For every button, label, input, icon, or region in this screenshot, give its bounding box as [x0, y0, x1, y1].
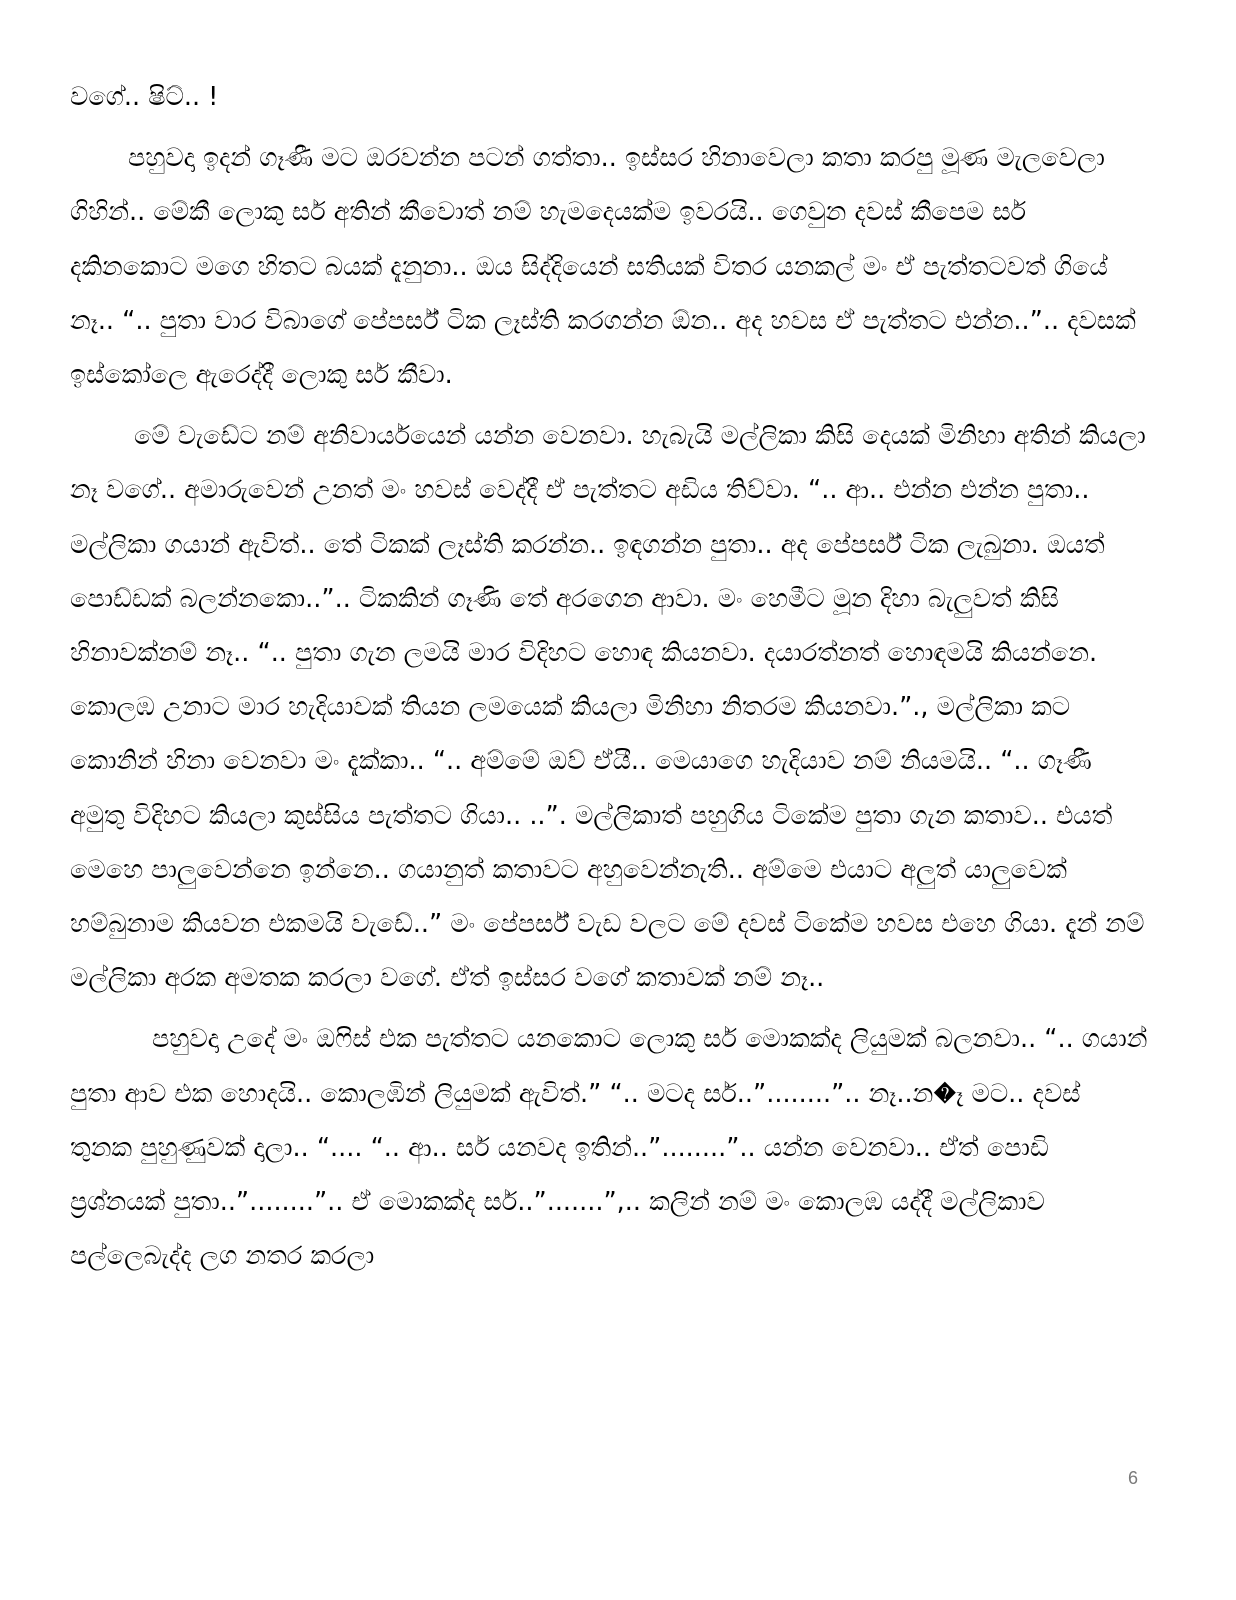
paragraph-1: වගේ.. ෂිට්.. ! [70, 82, 219, 112]
document-body [70, 70, 1150, 1283]
page-number: 6 [1127, 1468, 1138, 1488]
paragraph-4: පහුවදා උදේ මං ඔෆිස් එක පැත්තට යනකොට ලොකු සර් මොකක්ද ලියුමක් බලනවා.. “.. ගයාන් පුතා ආව එක හොදයි.. කොලඹින් ලියුමක් ඇවිත්.” “.. මටද සර්..”........”.. නෑ..න�ෑ මට.. දවස් තුනක පුහුණුවක් දාලා.. “.... “.. ආ.. සර් යනවද ඉතින්..”........”.. යන්න වෙනවා.. ඒත් පොඩි ප්‍රශ්නයක් පුතා..”........”.. ඒ මොකක්ද සර්..”.......”,.. කලින් නම් මං කොලඹ යද්දී මල්ලිකාව පල්ලෙබැද්ද ලග නතර කරලා [70, 1024, 1148, 1272]
paragraph-2: පහුවදා ඉදන් ගෑණී මට ඔරවන්න පටන් ගත්තා.. ඉස්සර හිනාවෙලා කතා කරපු මූණ මැලවෙලා ගිහින්.. මේකී ලොකු සර් අතින් කීවොත් නම් හැමදෙයක්ම ඉවරයි.. ගෙවුන දවස් කීපෙම සර් දකිනකොට මගෙ හිතට බයක් දැනුනා.. ඔය සිද්දියෙන් සතියක් විතර යනකල් මං ඒ පැත්තටවත් ගියේ නෑ.. “.. පුතා වාර විබාගේ පේපර්ස් ටික ලෑස්ති කරගන්න ඕන.. අද හවස ඒ පැත්තට එන්න..”.. දවසක් ඉස්කෝලෙ ඇරෙද්දී ලොකු සර් කීවා. [70, 143, 1136, 391]
paragraph-3: මේ වැඩේට නම් අනිවාර්යයෙන් යන්න වෙනවා. හැබැයි මල්ලිකා කිසි දෙයක් මිනිහා අතින් කියලා නෑ වගේ.. අමාරුවෙන් උනත් මං හවස් වෙද්දී ඒ පැත්තට අඩිය තිව්වා. “.. ආ.. එන්න එන්න පුතා.. මල්ලිකා ගයාන් ඇවිත්.. තේ ටිකක් ලෑස්ති කරන්න.. ඉඳගන්න පුතා.. අද පේපර්ස් ටික ලැබුනා. ඔයත් පොඩ්ඩක් බලන්නකො..”.. ටිකකින් ගෑණි තේ අරගෙන ආවා. මං හෙමීට මූන දිහා බැලුවත් කිසි හිනාවක්නම් නෑ.. “.. පුතා ගැන ලමයි මාර විදිහට හොඳ කියනවා. දයාරත්නත් හොඳමයි කියන්නෙ. කොලඹ උනාට මාර හැදියාවක් තියන ලමයෙක් කියලා මිනිහා නිතරම කියනවා.”., මල්ලිකා කට කොනින් හිනා වෙනවා මං දැක්කා.. “.. අම්මේ ඔව් ඒයී.. මෙයාගෙ හැදියාව නම් නියමයි.. “.. ගෑණී අමුතු විදිහට කියලා කුස්සිය පැත්තට ගියා.. ..”. මල්ලිකාත් පහුගිය ටිකේම පුතා ගැන කතාව.. එයත් මෙහෙ පාලුවෙන්නෙ ඉන්නෙ.. ගයානුත් කතාවට අහුවෙන්නැති.. අම්මෙ එයාට අලුත් යාලුවෙක් හම්බුනාම කියවන එකමයි වැඩේ..” මං පේපර්ස් වැඩ වලට මේ දවස් ටිකේම හවස එහෙ ගියා. දැන් නම් මල්ලිකා අරක අමතක කරලා වගේ. ඒත් ඉස්සර වගේ කතාවක් නම් නෑ.. [70, 421, 1146, 994]
